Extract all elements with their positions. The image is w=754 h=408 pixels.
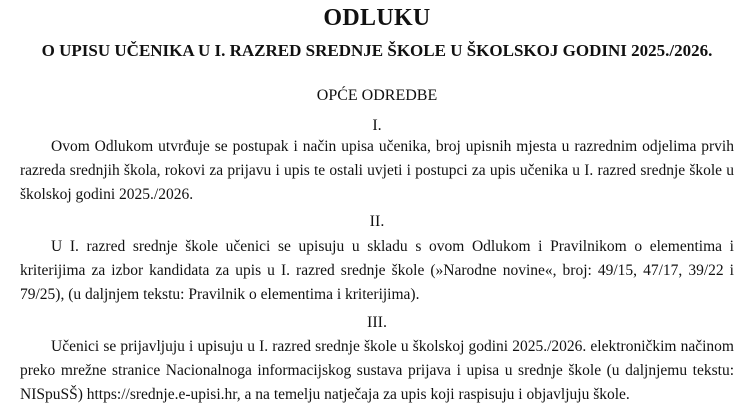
article-text-2: U I. razred srednje škole učenici se upisuju u skladu s ovom Odlukom i Pravilnikom o elementima i kriterijima za izbor kandidata za upis u I. razred srednje škole (»Narodne novine«, broj: 49/15, 47/17, 39/22 i 79/25), (u daljnjem tekstu: Pravilnik o elementima i kriterijima). <box>20 238 734 303</box>
document-title: ODLUKU <box>323 5 431 31</box>
document-subtitle: O UPISU UČENIKA U I. RAZRED SREDNJE ŠKOLE U ŠKOLSKOJ GODINI 2025./2026. <box>41 41 713 60</box>
article-text-3: Učenici se prijavljuju i upisuju u I. razred srednje škole u školskoj godini 2025./2026. elektroničkim načinom preko mrežne stranice Nacionalnoga informacijskog sustava prijava i upisa u srednje škole (u daljnjemu tekstu: NISpuSŠ) https://srednje.e-upisi.hr, a na temelju natječaja za upis koji raspisuju i objavljuju škole. <box>20 338 734 403</box>
section-heading: OPĆE ODREDBE <box>316 87 438 104</box>
article-text-1: Ovom Odlukom utvrđuje se postupak i način upisa učenika, broj upisnih mjesta u razrednim odjelima prvih razreda srednjih škola, rokovi za prijavu i upis te ostali uvjeti i postupci za upis učenika u I. razred srednje škole u školskoj godini 2025./2026. <box>20 138 734 203</box>
article-numeral-2: II. <box>369 213 385 230</box>
article-numeral-3: III. <box>367 314 387 331</box>
article-numeral-1: I. <box>372 117 382 134</box>
